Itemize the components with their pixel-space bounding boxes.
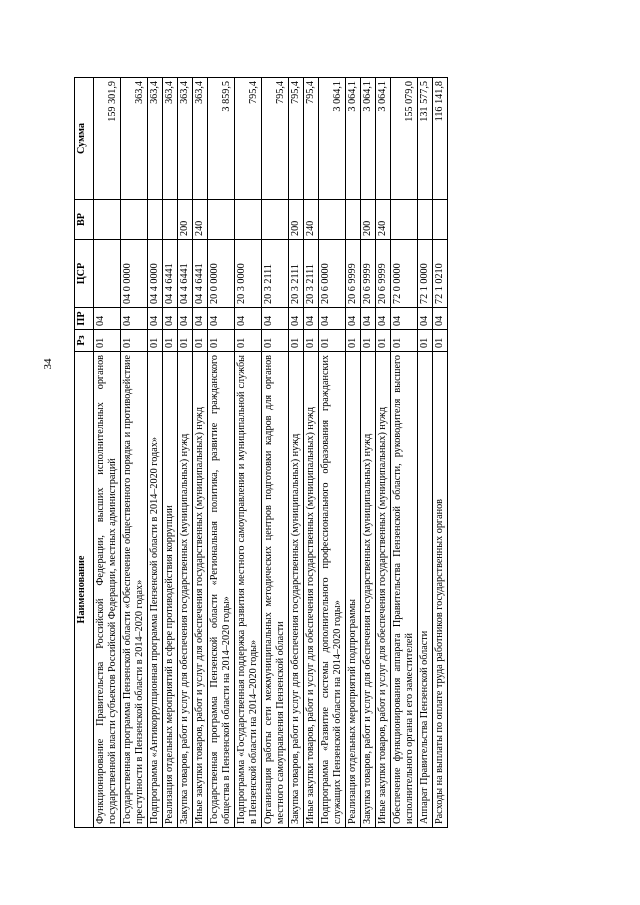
header-csr: ЦСР [75, 240, 94, 308]
cell-vr: 200 [289, 200, 304, 240]
cell-csr: 20 3 2111 [304, 240, 319, 308]
cell-vr [235, 200, 262, 240]
cell-name: Закупка товаров, работ и услуг для обеспечения государственных (муниципальных) нужд [289, 352, 304, 828]
cell-csr: 04 4 6441 [178, 240, 193, 308]
cell-csr [94, 240, 121, 308]
table-row [94, 78, 121, 828]
cell-name: Государственная программа Пензенской области «Региональная политика, развитие гражданского общества в Пензенской области на 2014–2020 годы» [208, 352, 235, 828]
cell-rz: 01 [391, 330, 418, 352]
cell-vr: 240 [304, 200, 319, 240]
cell-vr [418, 200, 433, 240]
cell-vr: 240 [376, 200, 391, 240]
cell-name: Подпрограмма «Государственная поддержка развития местного самоуправления и муниципальной службы в Пензенской области на 2014–2020 годы» [235, 352, 262, 828]
cell-sum: 3 064,1 [376, 78, 391, 200]
cell-csr: 20 6 9999 [361, 240, 376, 308]
cell-pr: 04 [304, 308, 319, 330]
cell-sum: 795,4 [262, 78, 289, 200]
table-row [346, 78, 361, 828]
cell-name: Иные закупки товаров, работ и услуг для обеспечения государственных (муниципальных) нужд [304, 352, 319, 828]
cell-pr: 04 [121, 308, 148, 330]
cell-csr: 04 4 6441 [163, 240, 178, 308]
cell-csr: 20 6 9999 [346, 240, 361, 308]
cell-csr: 20 3 2111 [289, 240, 304, 308]
cell-csr: 20 3 2111 [262, 240, 289, 308]
cell-rz: 01 [346, 330, 361, 352]
cell-rz: 01 [178, 330, 193, 352]
cell-pr: 04 [433, 308, 448, 330]
cell-csr: 20 6 0000 [319, 240, 346, 308]
cell-rz: 01 [319, 330, 346, 352]
cell-vr [94, 200, 121, 240]
cell-rz: 01 [304, 330, 319, 352]
table-row [163, 78, 178, 828]
cell-rz: 01 [418, 330, 433, 352]
header-rz: Рз [75, 330, 94, 352]
cell-vr [433, 200, 448, 240]
header-name: Наименование [75, 352, 94, 828]
table-row [304, 78, 319, 828]
table-row [193, 78, 208, 828]
cell-pr: 04 [193, 308, 208, 330]
cell-csr: 72 0 0000 [391, 240, 418, 308]
cell-sum: 363,4 [193, 78, 208, 200]
table-row [148, 78, 163, 828]
cell-sum: 116 141,8 [433, 78, 448, 200]
cell-name: Обеспечение функционирования аппарата Правительства Пензенской области, руководителя высшего исполнительного органа и его заместителей [391, 352, 418, 828]
cell-vr [391, 200, 418, 240]
cell-name: Расходы на выплаты по оплате труда работников государственных органов [433, 352, 448, 828]
cell-pr: 04 [94, 308, 121, 330]
page-number [38, 358, 58, 378]
table-row [376, 78, 391, 828]
cell-sum: 3 064,1 [319, 78, 346, 200]
cell-vr [121, 200, 148, 240]
cell-pr: 04 [289, 308, 304, 330]
cell-rz: 01 [208, 330, 235, 352]
cell-sum: 795,4 [235, 78, 262, 200]
cell-vr [148, 200, 163, 240]
cell-name: Иные закупки товаров, работ и услуг для обеспечения государственных (муниципальных) нужд [376, 352, 391, 828]
table-row [361, 78, 376, 828]
cell-name: Подпрограмма «Развитие системы дополнительного профессионального образования гражданских служащих Пензенской области на 2014–2020 годы» [319, 352, 346, 828]
cell-vr: 200 [178, 200, 193, 240]
cell-pr: 04 [319, 308, 346, 330]
cell-csr: 20 6 9999 [376, 240, 391, 308]
cell-sum: 159 301,9 [94, 78, 121, 200]
cell-sum: 3 064,1 [361, 78, 376, 200]
header-vr: ВР [75, 200, 94, 240]
table-row [121, 78, 148, 828]
cell-rz: 01 [148, 330, 163, 352]
cell-rz: 01 [94, 330, 121, 352]
header-pr: ПР [75, 308, 94, 330]
cell-vr [262, 200, 289, 240]
cell-rz: 01 [163, 330, 178, 352]
cell-name: Реализация отдельных мероприятий в сфере противодействия коррупции [163, 352, 178, 828]
table-row [418, 78, 433, 828]
cell-rz: 01 [235, 330, 262, 352]
cell-csr: 04 4 0000 [148, 240, 163, 308]
cell-pr: 04 [208, 308, 235, 330]
cell-csr: 04 0 0000 [121, 240, 148, 308]
cell-pr: 04 [235, 308, 262, 330]
cell-vr [346, 200, 361, 240]
cell-csr: 72 1 0000 [418, 240, 433, 308]
cell-csr: 04 4 6441 [193, 240, 208, 308]
cell-vr: 240 [193, 200, 208, 240]
table-row [319, 78, 346, 828]
page-number-text: 34 [42, 358, 54, 370]
cell-rz: 01 [262, 330, 289, 352]
cell-pr: 04 [163, 308, 178, 330]
cell-vr: 200 [361, 200, 376, 240]
table-row [391, 78, 418, 828]
cell-name: Государственная программа Пензенской области «Обеспечение общественного порядка и противодействие преступности в Пензенской области в 2014–2020 годах» [121, 352, 148, 828]
cell-rz: 01 [121, 330, 148, 352]
table-row [208, 78, 235, 828]
cell-name: Иные закупки товаров, работ и услуг для обеспечения государственных (муниципальных) нужд [193, 352, 208, 828]
cell-csr: 72 1 0210 [433, 240, 448, 308]
cell-rz: 01 [361, 330, 376, 352]
cell-sum: 795,4 [289, 78, 304, 200]
table-row [235, 78, 262, 828]
cell-pr: 04 [376, 308, 391, 330]
table-row [433, 78, 448, 828]
budget-table-rotated [74, 78, 534, 828]
budget-table [74, 77, 448, 828]
cell-rz: 01 [376, 330, 391, 352]
cell-vr [319, 200, 346, 240]
cell-name: Функционирование Правительства Российской Федерации, высших исполнительных органов государственной власти субъектов Российской Федерации, местных администраций [94, 352, 121, 828]
cell-name: Реализация отдельных мероприятий подпрограммы [346, 352, 361, 828]
cell-vr [163, 200, 178, 240]
table-body [94, 78, 448, 828]
cell-name: Аппарат Правительства Пензенской области [418, 352, 433, 828]
cell-pr: 04 [148, 308, 163, 330]
cell-pr: 04 [178, 308, 193, 330]
cell-rz: 01 [289, 330, 304, 352]
cell-pr: 04 [346, 308, 361, 330]
table-row [178, 78, 193, 828]
table-row [289, 78, 304, 828]
cell-sum: 795,4 [304, 78, 319, 200]
cell-sum: 131 577,5 [418, 78, 433, 200]
cell-sum: 3 064,1 [346, 78, 361, 200]
cell-pr: 04 [418, 308, 433, 330]
cell-rz: 01 [433, 330, 448, 352]
cell-pr: 04 [361, 308, 376, 330]
cell-csr: 20 0 0000 [208, 240, 235, 308]
cell-vr [208, 200, 235, 240]
cell-csr: 20 3 0000 [235, 240, 262, 308]
cell-name: Организация работы сети межмуниципальных методических центров подготовки кадров для органов местного самоуправления Пензенской области [262, 352, 289, 828]
table-row [262, 78, 289, 828]
cell-sum: 155 079,0 [391, 78, 418, 200]
cell-name: Закупка товаров, работ и услуг для обеспечения государственных (муниципальных) нужд [178, 352, 193, 828]
cell-pr: 04 [262, 308, 289, 330]
cell-name: Закупка товаров, работ и услуг для обеспечения государственных (муниципальных) нужд [361, 352, 376, 828]
cell-sum: 363,4 [178, 78, 193, 200]
cell-sum: 363,4 [121, 78, 148, 200]
cell-sum: 363,4 [163, 78, 178, 200]
cell-sum: 363,4 [148, 78, 163, 200]
table-header-row [75, 78, 94, 828]
cell-pr: 04 [391, 308, 418, 330]
cell-rz: 01 [193, 330, 208, 352]
header-sum: Сумма [75, 78, 94, 200]
cell-sum: 3 859,5 [208, 78, 235, 200]
cell-name: Подпрограмма «Антикоррупционная программа Пензенской области в 2014–2020 годах» [148, 352, 163, 828]
